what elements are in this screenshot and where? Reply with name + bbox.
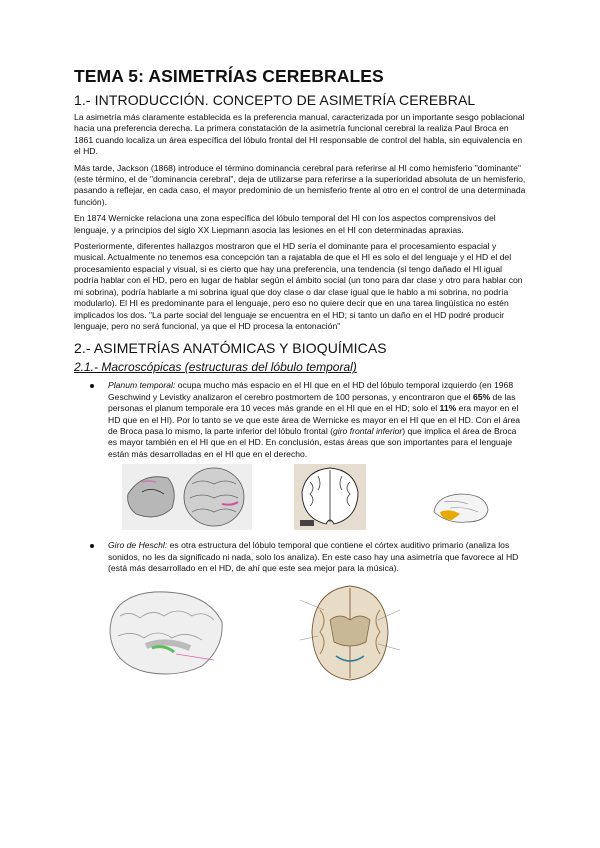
figure-row-2: [74, 580, 526, 684]
bullet-giro-heschl: Giro de Heschl: es otra estructura del lóbulo temporal que contiene el córtex auditivo primario (analiza los sonidos, no les da significado ni nada, solo los analiza). En este caso hay una asimetría que favorece al HD (está más desarrollado en el HD, de ahí que este sea mejor para la música).: [74, 540, 526, 574]
section-1-heading: 1.- INTRODUCCIÓN. CONCEPTO DE ASIMETRÍA CEREBRAL: [74, 92, 476, 108]
brain-medial-figure: [106, 586, 226, 678]
bullet-planum-temporal: Planum temporal: ocupa mucho más espacio en el HI que en el HD del lóbulo temporal izquierdo (en 1968 Geschwind y Levistky analizaron el cerebro postmortem de 100 personas, y encontraron que el 65% de las personas el planum temporale era 10 veces más grande en el HI que en el HD; solo el 11% era mayor en el HD que en el HI). Por lo tanto se ve que este área de Wernicke es mayor en el HI que en el HD. Con el área de Broca pasa lo mismo, la parte inferior del lóbulo frontal (giro frontal inferior) que implica el área de Broca es mayor también en el HI que en el HD. En conclusión, estas áreas que son importantes para el lenguaje están más desarrolladas en el HI que en el derecho.: [74, 380, 526, 460]
bullet-dot: [90, 384, 94, 388]
paragraph-1: La asimetría más claramente establecida es la preferencia manual, caracterizada por un importante sesgo poblacional hacia una preferencia derecha. La primera constatación de la asimetría funcional cerebral la realiza Paul Broca en 1861 cuando localiza un área específica del lóbulo frontal del HI responsable de control del habla, sin equivalencia en el HD.: [74, 112, 525, 157]
section-2: [74, 340, 526, 684]
term-giro-heschl: Giro de Heschl:: [108, 540, 168, 551]
brain-slice-drawing: [294, 464, 366, 530]
subsection-2-1-heading: 2.1.- Macroscópicas (estructuras del lóbulo temporal): [74, 360, 357, 375]
paragraph-3: En 1874 Wernicke relaciona una zona específica del lóbulo temporal del HI con los aspectos comprensivos del lenguaje, y a principios del siglo XX Liepmann asocia las lesiones en el HI con determinadas apraxias.: [74, 213, 496, 235]
bullet-dot: [90, 544, 94, 548]
section-2-heading: 2.- ASIMETRÍAS ANATÓMICAS Y BIOQUÍMICAS: [74, 340, 387, 357]
brain-section-figure: [122, 464, 252, 530]
paragraph-2: Más tarde, Jackson (1868) introduce el término dominancia cerebral para referirse al HI como hemisferio "dominante" (este término, el de "dominancia cerebral", deja de utilizarse para referirse a la superioridad absoluta de un hemisferio, pasando a reflejar, en cada caso, el mayor predominio de un hemisferio frente al otro en el control de una determinada función).: [74, 162, 526, 207]
brain-horizontal-section: [300, 580, 400, 684]
document-page: [74, 66, 526, 690]
term-planum-temporal: Planum temporal:: [108, 380, 176, 391]
figure-row-1: [74, 464, 526, 534]
page-title: TEMA 5: ASIMETRÍAS CEREBRALES: [74, 66, 384, 86]
brain-lateral-figure: [430, 490, 492, 526]
paragraph-4: Posteriormente, diferentes hallazgos mostraron que el HD sería el dominante para el procesamiento espacial y musical. Actualmente no tenemos esa concepción tan a rajatabla de que el HI es solo el del lenguaje y el HD el del procesamiento espacial y visual, si es cierto que hay una preferencia, una tendencia (si tengo dañado el HI igual podría hablar con el HD, pero en lugar de hablar según el ámbito social (un tono para dar clase y otro para hablar con mi sobrina), podría hablarle a mi sobrina igual que doy clase o dar clase igual que le hablo a mi sobrina, no podría modularlo). El HI es predominante para el lenguaje, pero eso no quiere decir que en una tarea lingüística no estén implicados los dos. "La parte social del lenguaje se encuentra en el HD; si tanto un daño en el HD podré producir lenguaje, pero no será funcional, ya que el HD procesa la entonación": [74, 241, 523, 331]
